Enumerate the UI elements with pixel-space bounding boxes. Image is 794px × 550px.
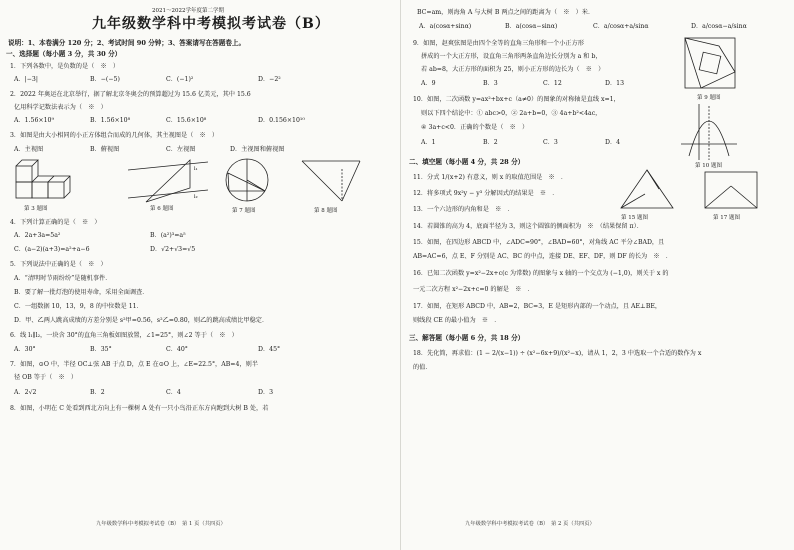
q5-option-a: A．“清明时节雨纷纷”是随机事件． (14, 275, 112, 282)
q10-stem-2: 则以下四个结论中：① abc>0，② 2a+b=0，③ 4a+b²<4ac， (421, 110, 602, 117)
q14-stem: 14．若圆锥的高为 4，底面半径为 3，则这个圆锥的侧面积为 ※ （结果保留 π）． (413, 223, 643, 230)
circle-chord-figure (222, 155, 272, 205)
q11-stem: 11．分式 1/(x+2) 有意义，则 x 的取值范围是 ※ ． (413, 174, 568, 181)
q8-option-b: B．a(cosα−sinα) (505, 23, 558, 30)
q7-stem-cont: 径 OB 等于（ ※ ） (14, 374, 78, 381)
section-1-title: 一、选择题（每小题 3 分，共 30 分） (6, 50, 122, 58)
q7-stem: 7．如图，⊙O 中，半径 OC⊥弦 AB 于点 D，点 E 在⊙O 上，∠E=22.5°，AB=4，则半 (10, 361, 258, 368)
fig10-caption: 第 10 题图 (695, 163, 722, 169)
q7-option-a: A．2√2 (14, 389, 37, 396)
bearing-triangle-figure (300, 155, 364, 205)
q7-option-c: C．4 (166, 389, 181, 396)
q8-option-d: D．a/cosα−a/sinα (691, 23, 747, 30)
q10-stem-3: ④ 3a+c<0．正确的个数是（ ※ ） (421, 124, 529, 131)
svg-text:l₂: l₂ (194, 194, 198, 200)
q12-stem: 12．将多项式 9x²y − y³ 分解因式的结果是 ※ ． (413, 190, 559, 197)
fig9-caption: 第 9 题图 (697, 95, 721, 101)
q9-option-d: D．13 (605, 80, 625, 87)
q3-stem: 3．如图是由大小相同的小正方体组合而成的几何体，其主视图是（ ※ ） (10, 132, 219, 139)
q10-option-a: A．1 (421, 139, 436, 146)
q3-option-d: D．主视图和俯视图 (230, 146, 285, 153)
q6-option-b: B．35° (90, 346, 112, 353)
q3-option-a: A．主视图 (14, 146, 44, 153)
rectangle-figure (701, 168, 761, 212)
q9-option-c: C．12 (543, 80, 562, 87)
q5-option-d: D．甲、乙两人跳高成绩的方差分别是 s²甲=0.56，s²乙=0.80，则乙的跳高成绩比甲稳定． (14, 317, 269, 324)
q8-option-c: C．a/cosα+a/sinα (593, 23, 649, 30)
q9-stem-3: 若 ab=8，大正方形的面积为 25，则小正方形的边长为（ ※ ） (421, 66, 605, 73)
parabola-graph (681, 104, 737, 160)
svg-text:l₁: l₁ (194, 166, 198, 172)
zhao-shuang-diagram (683, 36, 739, 92)
q8-stem: 8．如图，小明在 C 处看到西北方向上有一棵树 A 处有一只小鸟沿正东方向跑到大树 B 处，若 (10, 405, 269, 412)
q2-option-d: D．0.156×10¹⁰ (258, 117, 305, 124)
q16-stem: 16．已知二次函数 y=x²−2x+c(c 为常数) 的图象与 x 轴的一个交点为 (−1,0)，则关于 x 的 (413, 270, 669, 277)
q4-option-d: D．√2+√3=√5 (150, 246, 196, 253)
fig17-caption: 第 17 题图 (713, 215, 740, 221)
q4-option-b: B．(a²)³=a⁵ (150, 232, 186, 239)
q1-option-a: A．|−3| (14, 76, 38, 83)
footer-left: 九年级数学科中考模拟考试卷（B） 第 1 页（共四页） (96, 521, 226, 527)
q5-option-b: B．要了解一批灯泡的使用寿命，采用全面调查． (14, 289, 149, 296)
q1-option-c: C．(−1)² (166, 76, 194, 83)
fig15-caption: 第 15 题图 (621, 215, 648, 221)
q10-stem: 10．如图，二次函数 y=ax²+bx+c（a≠0）的图象的对称轴是直线 x=1， (413, 96, 620, 103)
q18-stem: 18．先化简，再求值：(1 − 2/(x−1)) ÷ (x²−6x+9)/(x²−x)，请从 1，2，3 中选取一个合适的数作为 x (413, 350, 702, 357)
q9-option-a: A．9 (421, 80, 436, 87)
q4-option-a: A．2a+3a=5a² (14, 232, 61, 239)
q1-stem: 1．下列各数中，是负数的是（ ※ ） (10, 63, 120, 70)
q5-stem: 5．下列说法中正确的是（ ※ ） (10, 261, 107, 268)
section-2-title: 二、填空题（每小题 4 分，共 28 分） (409, 158, 525, 166)
cube-stack-figure (14, 160, 74, 204)
parallel-lines-triangle-figure (128, 158, 208, 204)
q2-stem-cont: 亿用科学记数法表示为（ ※ ） (14, 104, 107, 111)
q13-stem: 13．一个六边形的内角和是 ※ ． (413, 206, 514, 213)
q6-stem: 6．线 l₁∥l₂，一块含 30°的直角三角板如图放置，∠1=25°，则∠2 等于（ ※ ） (10, 332, 238, 339)
q1-option-d: D．−2² (258, 76, 281, 83)
q3-option-c: C．左视图 (166, 146, 196, 153)
q7-option-b: B．2 (90, 389, 105, 396)
exam-title: 九年级数学科中考模拟考试卷（B） (92, 16, 330, 32)
q9-stem: 9．如图，赵爽弦图是由四个全等的直角三角形和一个小正方形 (413, 40, 584, 47)
q6-option-d: D．45° (258, 346, 281, 353)
q2-option-a: A．1.56×10⁹ (14, 117, 54, 124)
q9-stem-2: 拼成的一个大正方形，设直角三角形两条直角边长分别为 a 和 b， (421, 53, 602, 60)
instructions: 说明：1、本卷满分 120 分；2、考试时间 90 分钟；3、答案请写在答题卷上。 (8, 39, 246, 47)
q2-option-c: C．15.6×10⁸ (166, 117, 207, 124)
q18-stem-cont: 的值． (413, 364, 432, 371)
q8-stem-cont: BC=am，则海角 A 与大树 B 两点之间的距离为（ ※ ）米． (417, 9, 595, 16)
fig7-caption: 第 7 题图 (232, 208, 256, 214)
q5-option-c: C．一组数据 10，13，9，8 的中位数是 11． (14, 303, 143, 310)
q6-option-a: A．30° (14, 346, 36, 353)
q10-option-b: B．2 (483, 139, 498, 146)
q2-stem: 2．2022 年奥运在北京举行，据了解北京冬奥会的预算超过为 15.6 亿美元，其中 15.6 (10, 91, 251, 98)
q8-option-a: A．a(cosα+sinα) (419, 23, 472, 30)
q1-option-b: B．−(−5) (90, 76, 120, 83)
q15-stem: 15．如图，在四边形 ABCD 中，∠ADC=90°，∠BAD=60°，对角线 AC 平分∠BAD，且 (413, 239, 665, 246)
fig8-caption: 第 8 题图 (314, 208, 338, 214)
q6-option-c: C．40° (166, 346, 188, 353)
fig6-caption: 第 6 题图 (150, 206, 174, 212)
fig3-caption: 第 3 题图 (24, 206, 48, 212)
q7-option-d: D．3 (258, 389, 274, 396)
q3-option-b: B．俯视图 (90, 146, 120, 153)
q4-option-c: C．(a−2)(a+3)=a²+a−6 (14, 246, 90, 253)
term-line: 2021～2022学年度第二学期 (152, 8, 224, 14)
q9-option-b: B．3 (483, 80, 498, 87)
q10-option-c: C．3 (543, 139, 558, 146)
q17-stem-cont: 则线段 CE 的最小值为 ※ ． (413, 317, 501, 324)
q17-stem: 17．如图，在矩形 ABCD 中，AB=2，BC=3，E 是矩形内部的一个动点，且 AE⊥BE， (413, 303, 662, 310)
footer-right: 九年级数学科中考模拟考试卷（B） 第 2 页（共四页） (465, 521, 595, 527)
q4-stem: 4．下列计算正确的是（ ※ ） (10, 219, 101, 226)
q16-stem-cont: 一元二次方程 x²−2x+c=0 的解是 ※ ． (413, 286, 534, 293)
q10-option-d: D．4 (605, 139, 621, 146)
quadrilateral-figure (617, 168, 677, 212)
section-3-title: 三、解答题（每小题 6 分，共 18 分） (409, 334, 525, 342)
right-page (400, 0, 794, 550)
q15-stem-cont: AB=AC=6，点 E、F 分别是 AC、BC 的中点，连接 DE、EF、DF，则 DF 的长为 ※ ． (413, 253, 672, 260)
q2-option-b: B．1.56×10⁸ (90, 117, 131, 124)
